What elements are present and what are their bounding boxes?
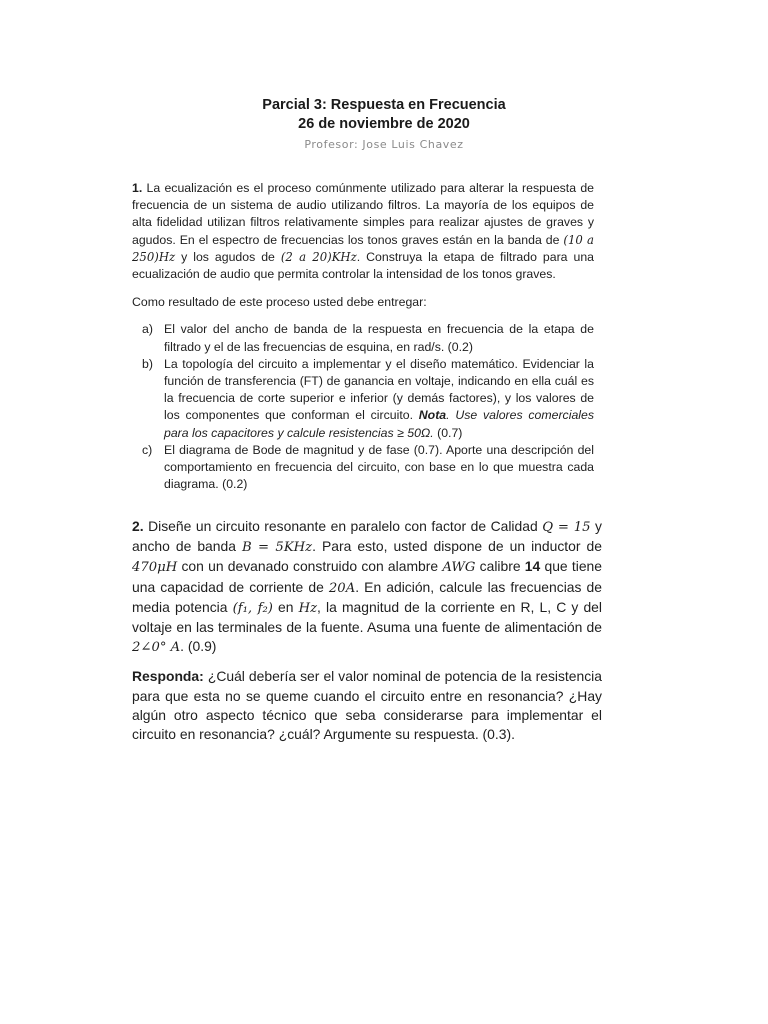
list-item-score: (0.7) — [433, 425, 463, 440]
question-2-followup — [132, 667, 602, 744]
question-2-statement — [132, 517, 602, 657]
question-2-number: 2. — [132, 518, 144, 534]
bass-range: (10 a 250)Hz — [132, 232, 595, 264]
exam-date: 26 de noviembre de 2020 — [298, 116, 470, 132]
question-1-text-a: La ecualización es el proceso comúnmente utilizado para alterar la respuesta de frecuencia de un sistema de audio utilizando filtros. La mayoría de los equipos de alta fidelidad utilizan filtros relativamente simples para realizar ajustes de graves y agudos. En el espectro de frecuencias los tonos graves están en la banda de — [132, 181, 594, 247]
exam-title: Parcial 3: Respuesta en Frecuencia — [262, 97, 506, 113]
list-item-text: La topología del circuito a implementar y el diseño matemático. Evidenciar la función de transferencia (FT) de ganancia en voltaje, indicando en ella cuál es la frecuencia de corte superior e inferior (y demás factores), y los valores de los componentes que conforman el circuito. — [164, 356, 594, 423]
q2-text: Diseñe un circuito resonante en paralelo con factor de Calidad — [143, 518, 543, 534]
q2-text: y ancho de banda — [132, 518, 602, 555]
q2-text: con un devanado construido con alambre — [177, 558, 443, 575]
note-text: . Use valores comerciales para los capacitores y calcule resistencias ≥ 50Ω. — [164, 408, 594, 440]
list-item — [142, 356, 594, 442]
q2-text: , la magnitud de la corriente en R, L, C y del voltaje en las terminales de la fuente. Asuma una fuente de alimentación de — [132, 598, 602, 636]
question-1-text-c: . Construya la etapa de filtrado para una ecualización de audio que permita controlar la intensidad de los tonos graves. — [132, 249, 594, 282]
professor-name: Profesor: Jose Luis Chavez — [304, 138, 464, 151]
quality-factor: Q = 15 — [542, 520, 591, 535]
list-item — [142, 442, 594, 494]
half-power-frequencies: (f₁, f₂) — [232, 600, 273, 616]
list-marker: b) — [142, 356, 153, 371]
document-header — [0, 96, 768, 154]
question-1-statement — [132, 180, 594, 283]
question-2 — [132, 517, 602, 744]
q2-text: . En adición, calcule las frecuencias de media potencia — [132, 578, 602, 615]
inductor-value: 470μH — [132, 560, 178, 576]
respond-label: Responda: — [132, 668, 204, 685]
question-1-text-b: y los agudos de — [175, 249, 281, 264]
list-item-text: El diagrama de Bode de magnitud y de fase (0.7). Aporte una descripción del comportamiento en frecuencia del circuito, con base en lo que muestra cada diagrama. (0.2) — [164, 442, 594, 492]
question-1 — [132, 180, 594, 493]
note-label: Nota — [418, 408, 447, 423]
deliverables-intro: Como resultado de este proceso usted debe entregar: — [132, 295, 427, 310]
wire-gauge: 14 — [524, 558, 541, 575]
deliverables-list — [132, 321, 594, 493]
q2-text: . Para esto, usted dispone de un inductor de — [312, 538, 602, 555]
frequency-unit: Hz — [298, 600, 318, 616]
source-value: 2∠0° A — [132, 640, 181, 656]
list-item — [142, 321, 594, 355]
treble-range: (2 a 20)KHz — [280, 249, 357, 264]
bandwidth: B = 5KHz — [241, 540, 313, 556]
q2-text: que tiene una capacidad de corriente de — [132, 558, 602, 595]
q2-text: en — [272, 598, 299, 615]
q2-text: . (0.9) — [180, 638, 217, 655]
q2-text: calibre — [475, 558, 525, 575]
question-1-number: 1. — [132, 181, 143, 195]
list-item-text: El valor del ancho de banda de la respuesta en frecuencia de la etapa de filtrado y el de las frecuencias de esquina, en rad/s. (0.2) — [164, 322, 594, 354]
respond-text: ¿Cuál debería ser el valor nominal de potencia de la resistencia para que esta no se queme cuando el circuito entre en resonancia? ¿Hay algún otro aspecto técnico que seba considerarse para implementar el circuito en resonancia? ¿cuál? Argumente su respuesta. (0.3). — [132, 668, 602, 743]
list-marker: c) — [142, 442, 153, 457]
list-marker: a) — [142, 322, 153, 337]
current-capacity: 20A — [328, 580, 356, 596]
wire-standard: AWG — [442, 560, 476, 576]
